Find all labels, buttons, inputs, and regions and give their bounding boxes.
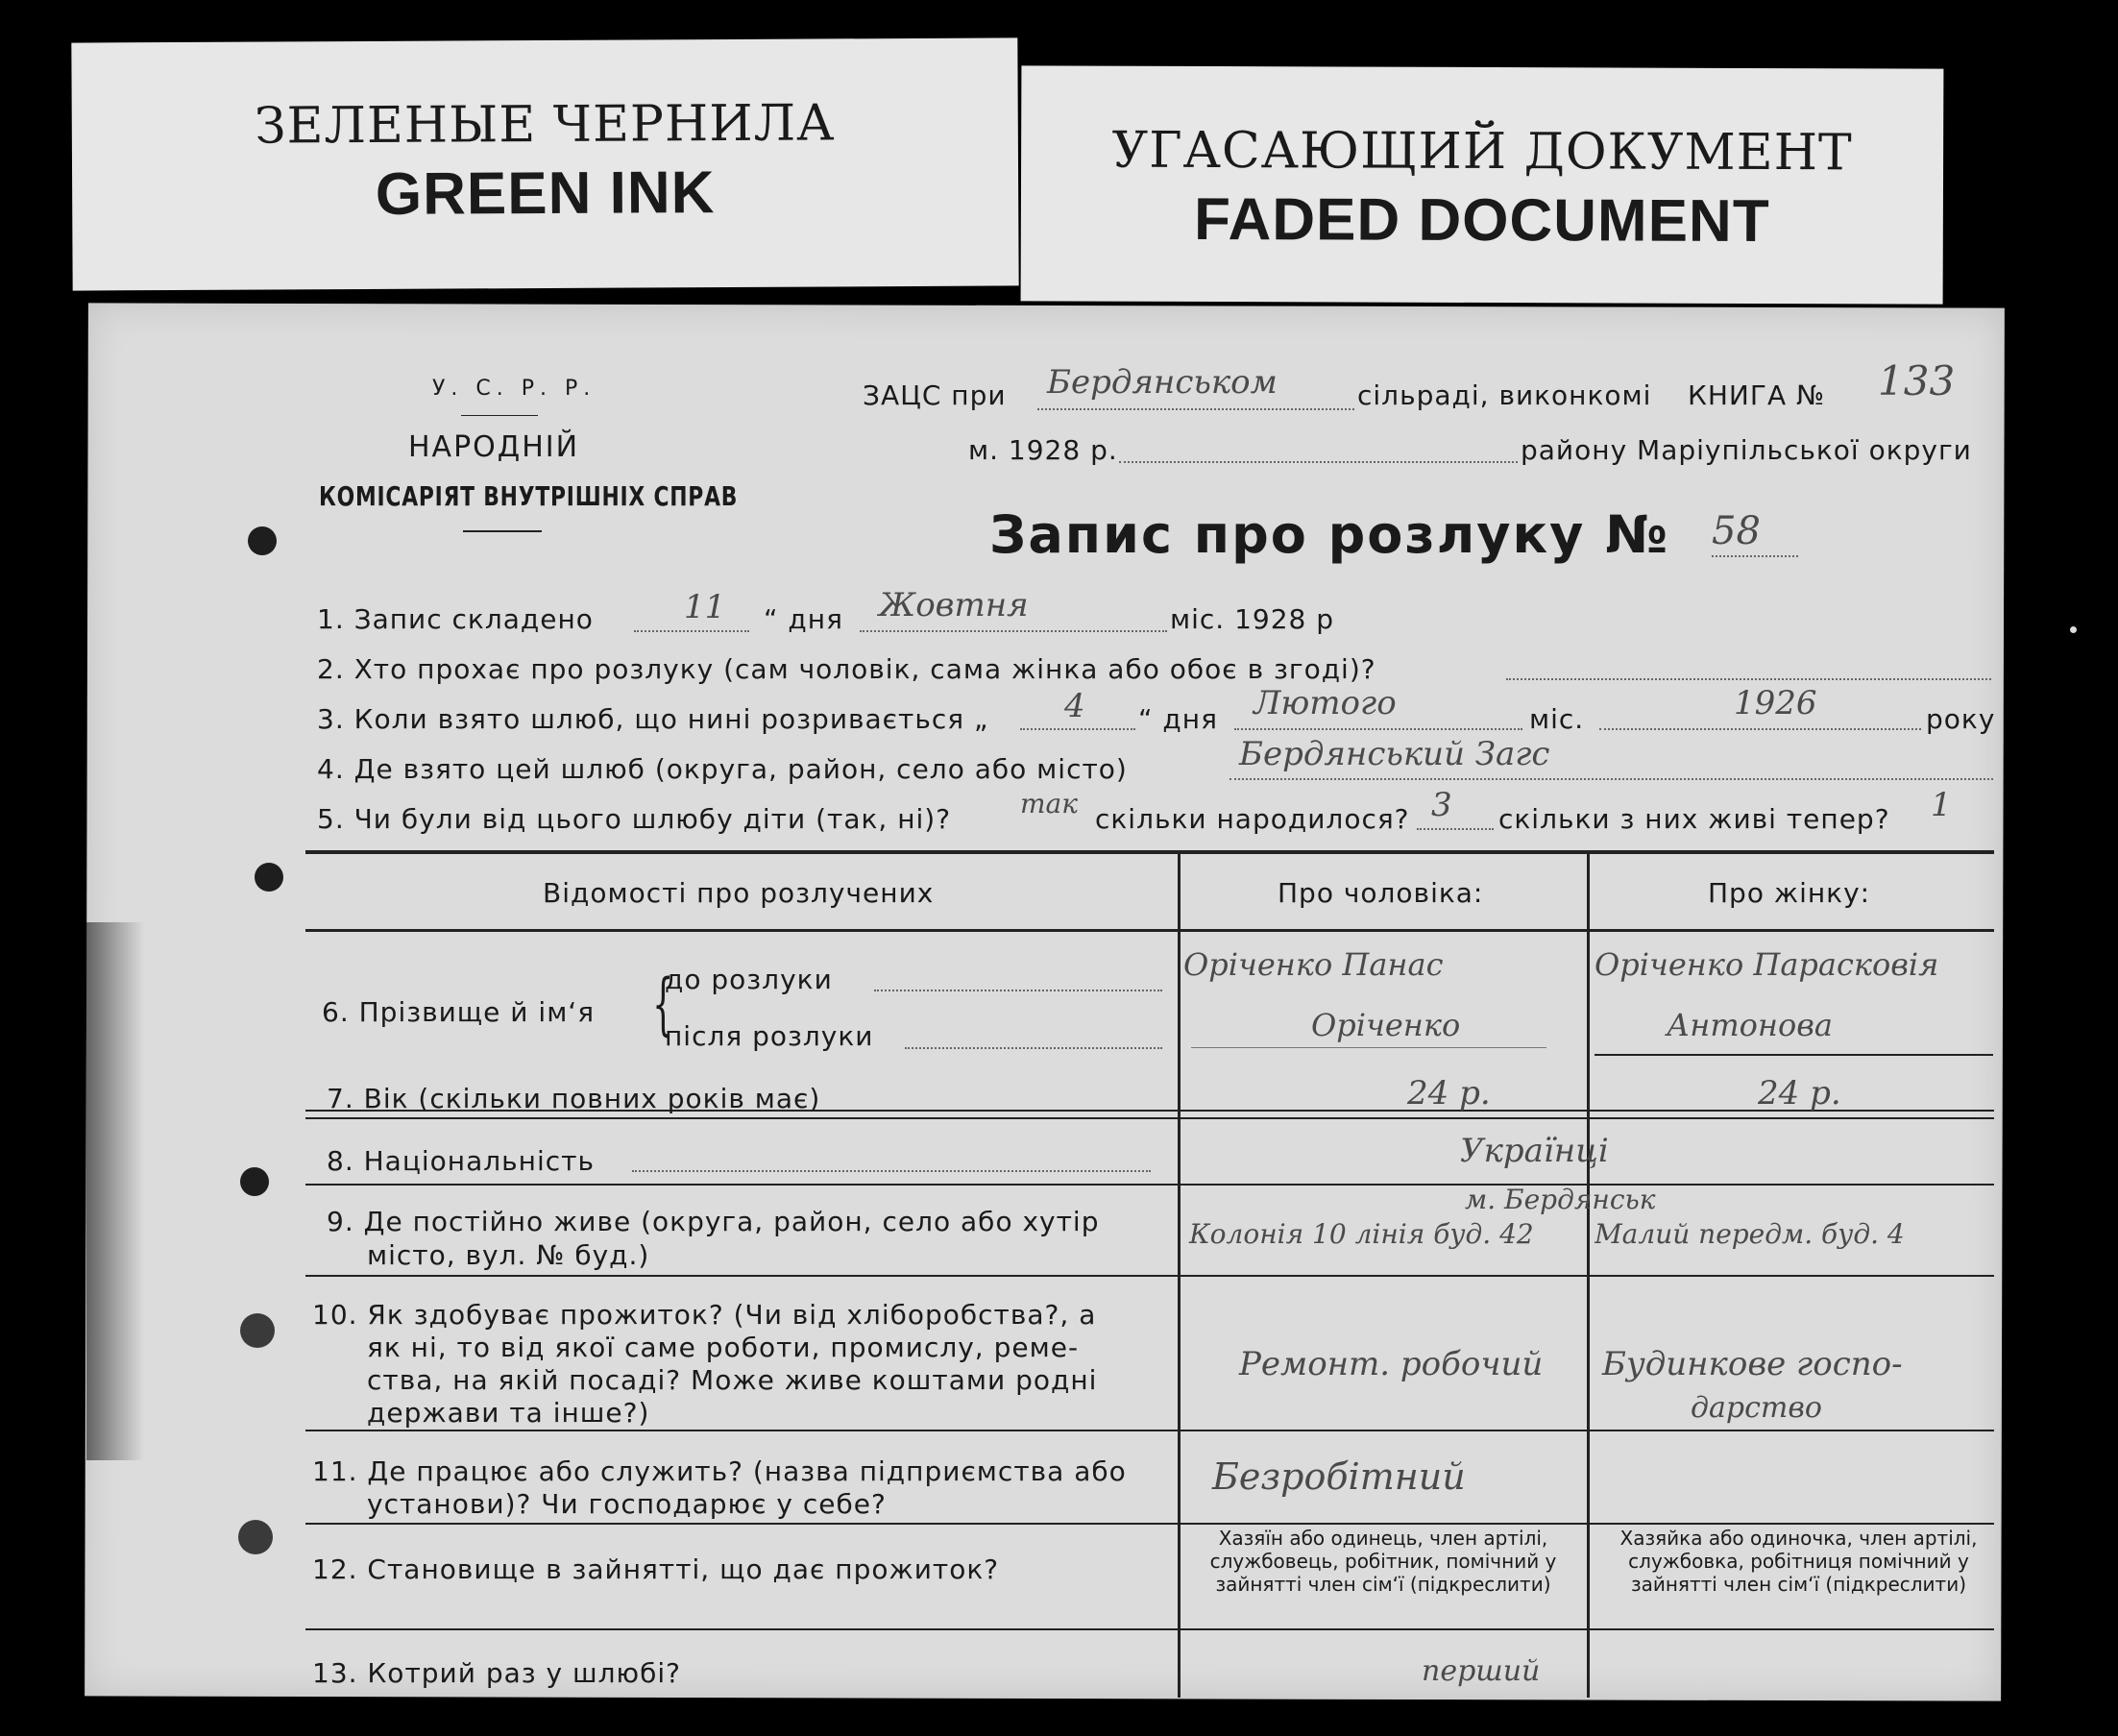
brace-icon: { bbox=[652, 965, 674, 1043]
row-12-label: 12. Становище в зайнятті, що дає прожиток? bbox=[312, 1553, 1000, 1585]
row-13-value: перший bbox=[1422, 1654, 1541, 1688]
row-9-wife: Малий передм. буд. 4 bbox=[1595, 1218, 1905, 1250]
row-10-label-line-4: держави та інше?) bbox=[367, 1397, 650, 1429]
dotted-line bbox=[1417, 828, 1494, 830]
row-12-wife-options: Хазяйка або одиночка, член артілі, службовка, робітниця помічний у зайнятті член сім‘ї (підкреслити) bbox=[1619, 1527, 1978, 1596]
item-5-born-value: 3 bbox=[1431, 786, 1452, 824]
item-3-month-value: Лютого bbox=[1254, 684, 1397, 722]
item-3-month-label: міс. bbox=[1529, 703, 1585, 735]
year-prefix: м. 1928 р. bbox=[968, 434, 1118, 466]
zags-suffix: сільраді, виконкомі bbox=[1357, 379, 1652, 411]
dotted-line bbox=[1229, 778, 1993, 780]
punch-hole bbox=[248, 526, 277, 555]
row-rule bbox=[305, 1184, 1994, 1186]
punch-hole bbox=[240, 1313, 275, 1348]
item-1-day-label: “ дня bbox=[764, 603, 843, 635]
zags-prefix: ЗАЦС при bbox=[863, 379, 1007, 411]
row-12-husband-options: Хазяїн або одинець, член артілі, службовець, робітник, помічний у зайнятті член сім‘ї (підкреслити) bbox=[1209, 1527, 1557, 1596]
divider bbox=[463, 530, 542, 532]
item-5-born-label: скільки народилося? bbox=[1095, 803, 1410, 835]
row-9-husband: Колонія 10 лінія буд. 42 bbox=[1189, 1218, 1534, 1250]
row-8-value: Українці bbox=[1460, 1132, 1609, 1170]
green-ink-label-ru: ЗЕЛЕНЫЕ ЧЕРНИЛА bbox=[254, 94, 836, 156]
book-number-value: 133 bbox=[1878, 357, 1956, 404]
divider bbox=[461, 415, 538, 416]
document-title: Запис про розлуку № bbox=[989, 504, 1670, 565]
row-10-label-line-3: ства, на якій посаді? Може живе коштами родні bbox=[367, 1364, 1098, 1396]
commissariat-line-1: НАРОДНІЙ bbox=[408, 430, 580, 464]
item-5-label: 5. Чи були від цього шлюбу діти (так, ні)? bbox=[317, 803, 952, 835]
item-1-day-value: 11 bbox=[684, 588, 726, 626]
row-10-label-line-1: 10. Як здобуває прожиток? (Чи від хліборобства?, а bbox=[312, 1299, 1097, 1331]
district-suffix: району Маріупільської округи bbox=[1521, 434, 1972, 466]
faded-document-label-ru: УГАСАЮЩИЙ ДОКУМЕНТ bbox=[1111, 121, 1853, 183]
row-10-wife-2: дарство bbox=[1691, 1391, 1822, 1425]
book-label: КНИГА № bbox=[1688, 379, 1826, 411]
row-11-label-line-2: установи)? Чи господарює у себе? bbox=[367, 1488, 887, 1520]
row-10-label-line-2: як ні, то від якої саме роботи, промислу, реме- bbox=[367, 1332, 1080, 1363]
item-2-label: 2. Хто прохає про розлуку (сам чоловік, сама жінка або обоє в згоді)? bbox=[317, 653, 1376, 685]
table-header-info: Відомості про розлучених bbox=[543, 877, 935, 909]
row-11-husband: Безробітний bbox=[1212, 1455, 1466, 1498]
zags-place-value: Бердянськом bbox=[1047, 363, 1278, 402]
dotted-line bbox=[634, 630, 749, 632]
punch-hole bbox=[240, 1167, 269, 1196]
faded-document-label bbox=[1021, 65, 1944, 304]
item-1-month-value: Жовтня bbox=[879, 586, 1029, 624]
item-3-year-value: 1926 bbox=[1734, 684, 1817, 722]
table-header-husband: Про чоловіка: bbox=[1278, 877, 1484, 909]
item-4-label: 4. Де взято цей шлюб (округа, район, село або місто) bbox=[317, 753, 1128, 785]
item-3-year-label: року bbox=[1926, 703, 1996, 735]
punch-hole bbox=[255, 863, 283, 892]
row-6-husband-before: Орiченко Панас bbox=[1183, 946, 1444, 983]
dotted-line bbox=[1712, 555, 1798, 557]
edge-mark bbox=[2070, 626, 2077, 633]
row-11-label-line-1: 11. Де працює або служить? (назва підприємства або bbox=[312, 1455, 1127, 1487]
row-rule bbox=[305, 1628, 1994, 1630]
item-5-alive-value: 1 bbox=[1931, 786, 1952, 824]
dotted-line bbox=[632, 1170, 1151, 1172]
dotted-line bbox=[905, 1047, 1162, 1049]
row-10-husband: Ремонт. робочий bbox=[1239, 1345, 1544, 1383]
item-1-label: 1. Запис складено bbox=[317, 603, 594, 635]
row-7-wife: 24 р. bbox=[1758, 1074, 1841, 1113]
item-5-children-value: так bbox=[1020, 788, 1078, 819]
table-header-rule bbox=[305, 929, 1994, 932]
item-1-year-label: міс. 1928 р bbox=[1170, 603, 1335, 635]
row-13-label: 13. Котрий раз у шлюбі? bbox=[312, 1657, 682, 1689]
row-6-wife-before: Оріченко Парасковія bbox=[1595, 946, 1939, 983]
dotted-line bbox=[874, 990, 1162, 991]
row-rule bbox=[305, 1430, 1994, 1431]
green-ink-label bbox=[71, 37, 1018, 290]
row-6-mid-rule bbox=[1191, 1047, 1546, 1048]
commissariat-line-2: КОМІСАРІЯТ ВНУТРІШНІХ СПРАВ bbox=[319, 480, 739, 512]
item-4-value: Бердянський Загс bbox=[1239, 735, 1550, 773]
row-6-mid-rule bbox=[1595, 1054, 1993, 1056]
dotted-line bbox=[1037, 408, 1354, 410]
faded-document-label-en: FADED DOCUMENT bbox=[1193, 185, 1770, 256]
dotted-line bbox=[1234, 728, 1522, 730]
row-8-label: 8. Національність bbox=[327, 1145, 595, 1177]
row-rule bbox=[305, 1523, 1994, 1525]
row-6-husband-after: Орiченко bbox=[1311, 1007, 1461, 1043]
item-3-day-label: “ дня bbox=[1138, 703, 1218, 735]
row-6-after-label: після розлуки bbox=[665, 1020, 874, 1052]
record-number-value: 58 bbox=[1712, 509, 1761, 553]
row-6-wife-after: Антонова bbox=[1667, 1007, 1833, 1043]
item-3-label: 3. Коли взято шлюб, що нині розривається „ bbox=[317, 703, 989, 735]
row-9-label-line-2: місто, вул. № буд.) bbox=[367, 1239, 650, 1271]
row-7-label: 7. Вік (скільки повних років має) bbox=[327, 1083, 821, 1114]
row-10-wife: Будинкове госпо- bbox=[1602, 1345, 1903, 1383]
row-7-husband: 24 р. bbox=[1407, 1074, 1491, 1113]
torn-edge bbox=[86, 922, 144, 1460]
green-ink-label-en: GREEN INK bbox=[375, 159, 716, 228]
row-9-label-line-1: 9. Де постійно живе (округа, район, село або хутір bbox=[327, 1206, 1100, 1237]
item-3-day-value: 4 bbox=[1064, 687, 1085, 725]
dotted-line bbox=[1506, 678, 1991, 680]
table-top-rule bbox=[305, 850, 1994, 854]
item-5-alive-label: скільки з них живі тепер? bbox=[1498, 803, 1890, 835]
punch-hole bbox=[238, 1520, 273, 1554]
table-header-wife: Про жінку: bbox=[1708, 877, 1871, 909]
dotted-line bbox=[1020, 728, 1135, 730]
row-9-city: м. Бердянськ bbox=[1465, 1184, 1656, 1215]
row-rule bbox=[305, 1275, 1994, 1277]
row-6-label: 6. Прізвище й ім‘я bbox=[322, 996, 596, 1028]
ussr-heading: У. С. Р. Р. bbox=[432, 377, 596, 401]
row-6-before-label: до розлуки bbox=[665, 964, 833, 995]
dotted-line bbox=[1599, 728, 1921, 730]
dotted-line bbox=[1119, 461, 1518, 463]
row-rule bbox=[305, 1117, 1994, 1119]
dotted-line bbox=[860, 630, 1167, 632]
